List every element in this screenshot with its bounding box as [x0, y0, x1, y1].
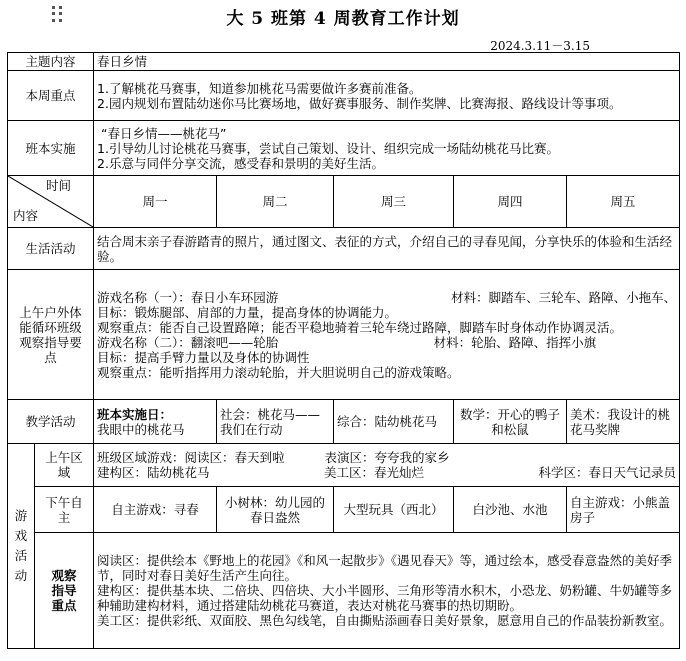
row-life: [8, 228, 680, 270]
life-text: 结合周末亲子春游踏青的照片，通过图文、表征的方式，介绍自己的寻春见闻，分享快乐的体验和生活经验。: [94, 228, 680, 270]
outdoor-game1-observe: 观察重点：能否自己设置路障；能否平稳地骑着三轮车绕过路障，脚踏车时身体动作协调灵活。: [97, 319, 623, 335]
label-games-text: 游戏活动: [14, 508, 28, 583]
teaching-mon: [94, 400, 217, 444]
label-focus: 本周重点: [8, 71, 94, 121]
date-range: 2024.3.11－3.15: [490, 39, 590, 53]
row-outdoor: [8, 270, 680, 400]
plan-table: [7, 52, 680, 649]
pm-free-thu: 白沙池、水池: [454, 487, 567, 533]
class-impl-line-2: 2.乐意与同伴分享交流，感受春和景明的美好生活。: [97, 155, 384, 171]
pm-free-wed: 大型玩具（西北）: [334, 487, 454, 533]
row-teaching: [8, 400, 680, 444]
label-time: 时间: [46, 178, 72, 193]
class-impl-line-1: 1.引导幼儿讨论桃花马赛事，尝试自己策划、设计、组织完成一场陆幼桃花马比赛。: [97, 140, 559, 156]
focus-cell: [94, 71, 680, 121]
pm-free-mon: 自主游戏：寻春: [94, 487, 217, 533]
outdoor-game2-material: 材料：轮胎、路障、指挥小旗: [433, 334, 597, 350]
row-am-area: [8, 444, 680, 487]
weekday-fri: 周五: [567, 176, 680, 228]
class-impl-cell: [94, 121, 680, 176]
outdoor-game2-observe: 观察重点：能听指挥用力滚动轮胎，并大胆说明自己的游戏策略。: [97, 364, 460, 380]
focus-line-1: 1.了解桃花马赛事，知道参加桃花马需要做许多赛前准备。: [97, 80, 422, 96]
focus-line-2: 2.园内规划布置陆幼迷你马比赛场地，做好赛事服务、制作奖牌、比赛海报、路线设计等事项。: [97, 95, 622, 111]
am-area-performance: 表演区：夸夸我的家乡: [324, 450, 450, 465]
label-class-impl: 班本实施: [8, 121, 94, 176]
outdoor-game2-goal: 目标：提高手臂力量以及身体的协调性: [97, 349, 310, 365]
observe-art: 美工区：提供彩纸、双面胶、黑色勾线笔，自由撕贴添画春日美好景象，愿意用自己的作品装扮新教室。: [97, 613, 673, 628]
label-outdoor: 上午户外体能循环班级观察指导要点: [8, 270, 94, 400]
outdoor-game1-material: 材料：脚踏车、三轮车、路障、小拖车、: [451, 289, 677, 305]
weekday-tue: 周二: [217, 176, 334, 228]
observe-reading: 阅读区：提供绘本《野地上的花园》《和风一起散步》《遇见春天》等，通过绘本，感受春意盎然的美好季节，同时对春日美好生活产生向往。: [97, 553, 673, 583]
label-teaching: 教学活动: [8, 400, 94, 444]
row-class-impl: [8, 121, 680, 176]
label-pm-free: 下午自主: [35, 487, 94, 533]
teaching-tue: 社会：桃花马——我们在行动: [217, 400, 334, 444]
label-theme: 主题内容: [8, 53, 94, 71]
row-theme: [8, 53, 680, 71]
am-area-build: 建构区：陆幼桃花马: [97, 465, 210, 480]
am-area-cell: [94, 444, 680, 487]
outdoor-game2-header: [97, 335, 676, 350]
label-games: [8, 444, 35, 649]
outdoor-game1-header: [97, 290, 676, 305]
outdoor-cell: [94, 270, 680, 400]
weekday-thu: 周四: [454, 176, 567, 228]
observe-build: 建构区：提供基本块、二倍块、四倍块、大小半圆形、三角形等清水积木，小恐龙、奶粉罐、牛奶罐等多种辅助建构材料，通过搭建陆幼桃花马赛道，表达对桃花马赛事的热切期盼。: [97, 583, 673, 613]
teaching-fri: 美术：我设计的桃花马奖牌: [567, 400, 680, 444]
am-area-science: 科学区：春日天气记录员: [538, 465, 677, 480]
label-observe: 观察指导重点: [35, 533, 94, 649]
outdoor-game2-name: 游戏名称（二）：翻滚吧——轮胎: [97, 334, 279, 350]
teaching-wed: 综合：陆幼桃花马: [334, 400, 454, 444]
label-am-area: 上午区域: [35, 444, 94, 487]
observe-cell: [94, 533, 680, 649]
outdoor-game1-name: 游戏名称（一）：春日小车环园游: [97, 289, 279, 305]
label-life: 生活活动: [8, 228, 94, 270]
outdoor-game1-goal: 目标：锻炼腿部、肩部的力量，提高身体的协调能力。: [97, 304, 398, 320]
am-area-line-1: [97, 450, 676, 465]
row-weekdays: [8, 176, 680, 228]
am-area-line-2: [97, 465, 676, 480]
am-area-reading: 班级区域游戏：阅读区：春天到啦: [97, 450, 285, 465]
document-title: 大 5 班第 4 周教育工作计划: [226, 9, 460, 29]
time-content-header: [8, 176, 94, 228]
class-impl-heading: “春日乡情——桃花马”: [101, 125, 227, 141]
pm-free-tue: 小树林：幼儿园的春日盎然: [217, 487, 334, 533]
weekday-mon: 周一: [94, 176, 217, 228]
pm-free-fri: 自主游戏：小熊盖房子: [567, 487, 680, 533]
weekday-wed: 周三: [334, 176, 454, 228]
am-area-art: 美工区：春光灿烂: [324, 465, 425, 480]
row-pm-free: [8, 487, 680, 533]
label-content: 内容: [13, 208, 39, 223]
theme-value: 春日乡情: [94, 53, 680, 71]
row-observe: [8, 533, 680, 649]
teaching-mon-body: 我眼中的桃花马: [97, 421, 185, 437]
teaching-thu: 数学：开心的鸭子和松鼠: [454, 400, 567, 444]
teaching-mon-heading: 班本实施日：: [97, 406, 173, 422]
row-focus: [8, 71, 680, 121]
